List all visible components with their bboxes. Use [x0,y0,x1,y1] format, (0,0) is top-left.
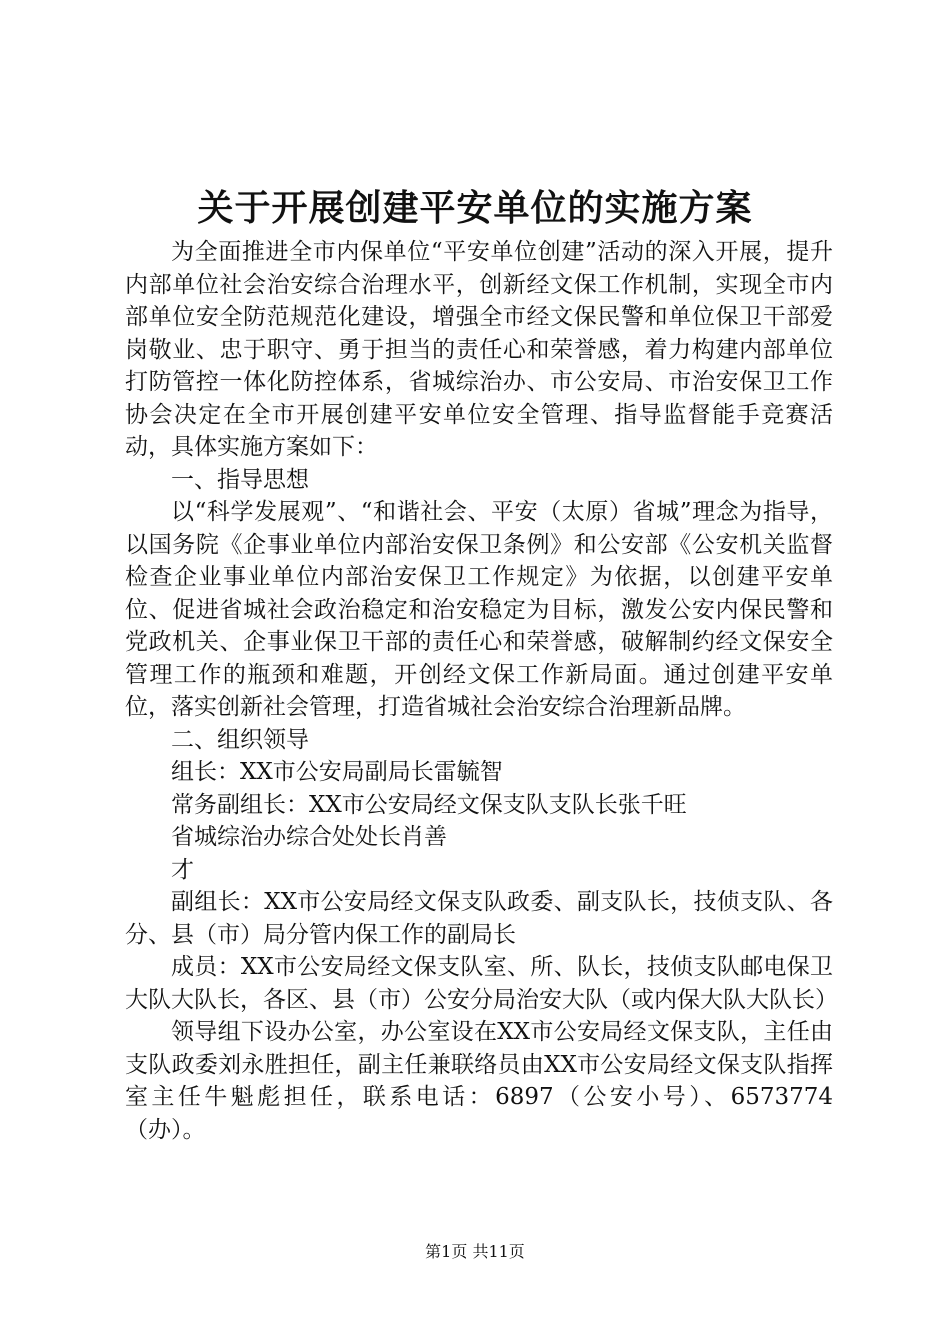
leader-line: 组长：XX市公安局副局长雷毓智 [171,759,503,785]
section-heading-organization: 二、组织领导 [171,726,309,753]
page-footer: 第1页 共11页 [425,1242,525,1261]
page-title: 关于开展创建平安单位的实施方案 [197,188,753,229]
document-body [125,236,838,1146]
members-paragraph: 成员：XX市公安局经文保支队室、所、队长，技侦支队邮电保卫大队大队长，各区、县（市）公安分局治安大队（或内保大队大队长） [125,954,838,1013]
office-paragraph: 领导组下设办公室，办公室设在XX市公安局经文保支队，主任由支队政委刘永胜担任，副主任兼联络员由XX市公安局经文保支队指挥室主任牛魁彪担任，联系电话：6897（公安小号）、6573774（办）。 [125,1019,833,1143]
deputy-leader-paragraph: 副组长：XX市公安局经文保支队政委、副支队长，技侦支队、各分、县（市）局分管内保工作的副局长 [125,889,833,948]
intro-paragraph: 为全面推进全市内保单位“平安单位创建”活动的深入开展，提升内部单位社会治安综合治理水平，创新经文保工作机制，实现全市内部单位安全防范规范化建设，增强全市经文保民警和单位保卫干部爱岗敬业、忠于职守、勇于担当的责任心和荣誉感，着力构建内部单位打防管控一体化防控体系，省城综治办、市公安局、市治安保卫工作协会决定在全市开展创建平安单位安全管理、指导监督能手竞赛活动，具体实施方案如下： [125,239,833,460]
executive-deputy-leader-continued: 省城综治办综合处处长肖善 [171,824,447,850]
guiding-ideology-paragraph: 以“科学发展观”、“和谐社会、平安（太原）省城”理念为指导，以国务院《企事业单位内部治安保卫条例》和公安部《公安机关监督检查企业事业单位内部治安保卫工作规定》为依据，以创建平安单位、促进省城社会政治稳定和治安稳定为目标，激发公安内保民警和党政机关、企事业保卫干部的责任心和荣誉感，破解制约经文保安全管理工作的瓶颈和难题，开创经文保工作新局面。通过创建平安单位，落实创新社会管理，打造省城社会治安综合治理新品牌。 [125,499,833,720]
executive-deputy-leader-line: 常务副组长：XX市公安局经文保支队支队长张千旺 [171,791,687,818]
section-heading-guiding-ideology: 一、指导思想 [171,466,309,493]
executive-deputy-leader-name-end: 才 [171,856,194,883]
